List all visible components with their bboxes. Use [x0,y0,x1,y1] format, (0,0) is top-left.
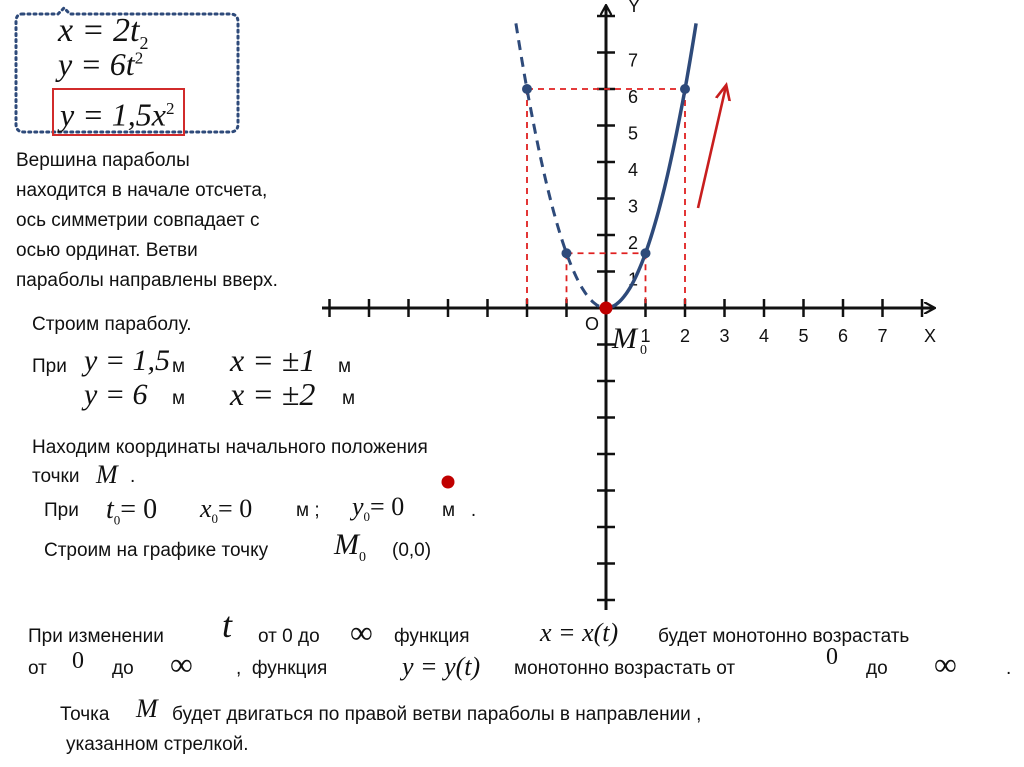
zero-value: 0 [72,648,84,674]
point-label-text: точки [32,466,80,487]
parabola-point [641,248,651,258]
t-symbol: t [222,605,233,645]
origin-coords: (0,0) [392,540,432,561]
from-word: от [28,658,47,679]
period: . [130,466,136,487]
vertex-line: находится в начале отсчета, [16,180,268,201]
find-coords-text: Находим координаты начального положения [32,437,428,458]
zero-value: 0 [826,644,838,670]
unit-label: м [172,356,186,377]
vertex-line: Вершина параболы [16,150,190,171]
monotone-increase-text: будет монотонно возрастать [658,626,910,647]
y-equation: $y = 6t^2$ [58,46,144,82]
x-tick-label: 4 [759,326,770,346]
y0-formula: $y_0= 0$ [352,492,405,525]
y-tick-label: 1 [628,269,639,290]
build-point-text: Строим на графике точку [44,540,269,561]
x-pm1-formula: x = ±1 [230,342,316,378]
parabola-right-branch [606,23,696,308]
unit-label: м [172,388,186,409]
y15-formula: y = 1,5 [84,344,171,377]
x-tick-label: 7 [877,326,888,346]
x-equation: $x = 2t_2$ [58,12,149,53]
infinity-symbol: ∞ [350,614,373,650]
t0-formula: $t_0= 0$ [106,494,158,528]
y6-formula: y = 6 [84,378,148,411]
M0-symbol: $M_0$ [334,528,366,565]
conclusion-start: Точка [60,704,110,725]
parabola-left-branch [516,23,606,308]
y-tick-label: 6 [628,87,639,107]
x0-formula: $x_0= 0$ [200,494,253,527]
y-tick-label: 5 [628,123,639,144]
y-tick-label: 2 [628,233,639,253]
x-tick-label: 3 [719,326,730,346]
vertex-line: параболы направлены вверх. [16,270,278,291]
point-M-symbol: M [136,694,158,723]
parabola-equation-box: $y = 1,5x^2$ [52,88,185,136]
y-tick-label: 3 [628,196,639,217]
to-word: до [866,658,888,679]
function-comma: , функция [236,658,328,679]
x-tick-label: 1 [640,326,651,346]
function-word: функция [394,626,470,647]
x-tick-label: 6 [838,326,849,346]
conclusion-line-2: указанном стрелкой. [66,734,249,755]
y-axis-label: Y [628,0,641,16]
infinity-symbol: ∞ [934,646,957,682]
when2-label: При [44,500,79,521]
parabola-point [522,84,532,94]
conclusion-rest: будет двигаться по правой ветви параболы в направлении , [172,704,702,725]
y-tick-label: 7 [628,50,639,71]
x-tick-label: 2 [680,326,691,346]
when-label: При [32,356,67,377]
x-axis-label: X [924,326,937,346]
final-period: . [1006,658,1012,679]
unit-period: м . [442,500,477,521]
monotone-from-text: монотонно возрастать от [514,658,736,679]
origin-point [600,302,613,315]
build-parabola-text: Строим параболу. [32,314,192,335]
x-of-t-formula: x = x(t) [540,618,619,647]
point-M-symbol: M [96,460,118,489]
unit-semicolon: м ; [296,500,320,521]
m0-graph-label: M [612,322,637,355]
direction-arrow [698,86,726,208]
change-start-text: При изменении [28,626,164,647]
vertex-line: осью ординат. Ветви [16,240,198,261]
y-of-t-formula: y = y(t) [402,652,481,681]
unit-label: м [338,356,352,377]
parabola-point [562,248,572,258]
parabola-point [680,84,690,94]
m0-graph-subscript: 0 [640,343,647,358]
vertex-line: ось симметрии совпадает с [16,210,260,231]
unit-label: м [342,388,356,409]
sample-point [442,476,455,489]
x-pm2-formula: x = ±2 [230,376,316,412]
y-tick-label: 4 [628,160,639,180]
infinity-symbol: ∞ [170,646,193,682]
to-word: до [112,658,134,679]
from-zero-to: от 0 до [258,626,320,647]
origin-label: O [585,314,600,334]
x-tick-label: 5 [798,326,809,346]
